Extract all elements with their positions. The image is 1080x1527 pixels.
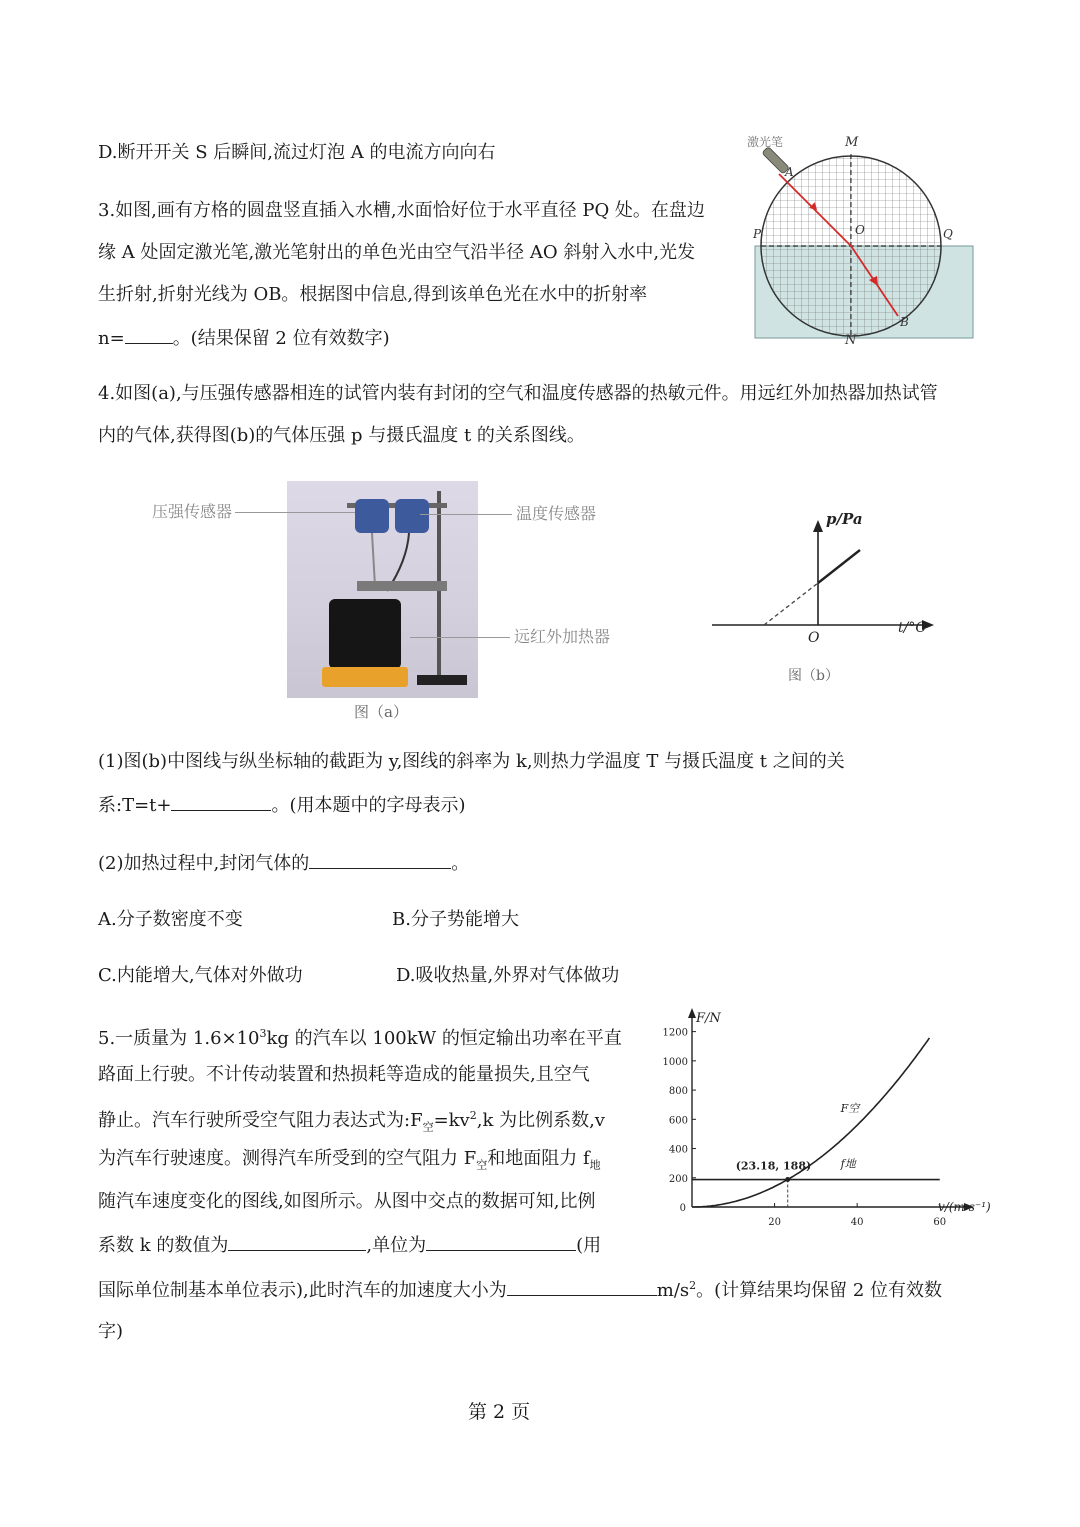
y-tick-label: 600 [668, 1115, 688, 1127]
q5-line-5: 随汽车速度变化的图线,如图所示。从图中交点的数据可知,比例 [98, 1191, 596, 1212]
q3-line-1: 3.如图,画有方格的圆盘竖直插入水槽,水面恰好位于水平直径 PQ 处。在盘边 [98, 200, 705, 221]
y-axis-arrow-icon [813, 520, 823, 532]
origin-label: O [808, 630, 820, 646]
q5-line-8: 字) [98, 1321, 124, 1342]
q5-line-6-b: ,单位为 [366, 1235, 427, 1256]
label-o: O [855, 223, 865, 237]
q3-n-label: n= [98, 328, 125, 349]
label-m: M [845, 135, 859, 150]
q4-sub1-blank[interactable] [171, 792, 271, 811]
x-tick-label: 60 [933, 1217, 947, 1228]
q5-line-3-a: 静止。汽车行驶所受空气阻力表达式为:F [98, 1110, 423, 1131]
q4-sub1-line-2 [98, 792, 466, 818]
label-a: A [785, 165, 794, 179]
q4-sub2-line [98, 850, 469, 876]
q5-line-1-b: kg 的汽车以 100kW 的恒定输出功率在平直 [266, 1028, 622, 1049]
q5-line-2: 路面上行驶。不计传动装置和热损耗等造成的能量损失,且空气 [98, 1064, 590, 1085]
x-tick-label: 40 [850, 1217, 864, 1228]
label-heater: 远红外加热器 [514, 627, 611, 646]
fig-b-caption: 图（b） [788, 668, 839, 684]
label-q: Q [943, 227, 953, 241]
q5-line-7-b: m/s [656, 1280, 690, 1301]
q5-line-4-b: 和地面阻力 f [487, 1148, 590, 1169]
q5-line-4-sub1: 空 [476, 1158, 488, 1172]
intersection-point [785, 1177, 790, 1182]
q5-line-3-exp: 2 [469, 1109, 477, 1122]
q5-accel-blank[interactable] [507, 1277, 657, 1296]
q5-line-3-b: =kv [433, 1110, 470, 1131]
q5-line-1-a: 5.一质量为 1.6×10 [98, 1028, 260, 1049]
y-tick-label: 1000 [662, 1056, 688, 1068]
q4-sub1-prefix: 系:T=t+ [98, 795, 172, 816]
q4-option-d[interactable]: D.吸收热量,外界对气体做功 [396, 965, 620, 986]
q5-line-6-a: 系数 k 的数值为 [98, 1235, 229, 1256]
q5-line-3 [98, 1104, 605, 1140]
q5-line-6-c: (用 [576, 1235, 602, 1256]
q5-line-3-sub: 空 [422, 1120, 434, 1134]
q5-line-7-c: 。(计算结果均保留 2 位有效数 [696, 1280, 943, 1301]
q4-sub2-suffix: 。 [451, 853, 470, 874]
q5-line-7 [98, 1274, 942, 1303]
label-b: B [900, 315, 909, 329]
q4-option-c[interactable]: C.内能增大,气体对外做功 [98, 965, 303, 986]
q5-line-3-c: ,k 为比例系数,v [476, 1110, 605, 1131]
q4-option-b[interactable]: B.分子势能增大 [392, 909, 519, 930]
y-axis-arrow-icon [688, 1008, 696, 1018]
pressure-leader-line [235, 512, 355, 513]
q3-line-4 [98, 325, 390, 351]
q5-k-value-blank[interactable] [228, 1232, 366, 1251]
q5-k-unit-blank[interactable] [426, 1232, 576, 1251]
x-axis-label: t/°C [898, 620, 927, 636]
q5-line-4-a: 为汽车行驶速度。测得汽车所受到的空气阻力 F [98, 1148, 477, 1169]
q5-mass-exponent: 3 [259, 1027, 267, 1040]
q5-line-7-exp: 2 [689, 1279, 697, 1292]
origin-label: 0 [679, 1203, 686, 1214]
q5-line-4 [98, 1147, 601, 1178]
q4-line-2: 内的气体,获得图(b)的气体压强 p 与摄氏温度 t 的关系图线。 [98, 425, 585, 446]
y-axis-label: F/N [696, 1011, 721, 1026]
q3-answer-blank[interactable] [125, 325, 173, 344]
y-tick-label: 400 [668, 1144, 688, 1156]
q3-disc-figure [745, 130, 975, 348]
q4-sub2-prefix: (2)加热过程中,封闭气体的 [98, 853, 310, 874]
y-tick-label: 800 [668, 1086, 688, 1098]
x-tick-label: 20 [768, 1217, 781, 1228]
label-pressure-sensor: 压强传感器 [152, 502, 233, 521]
q5-line-4-sub2: 地 [589, 1158, 601, 1172]
q3-line-3: 生折射,折射光线为 OB。根据图中信息,得到该单色光在水中的折射率 [98, 284, 648, 305]
y-tick-label: 200 [668, 1173, 688, 1185]
q4-option-a[interactable]: A.分子数密度不变 [98, 909, 243, 930]
q4-sub1-line-1: (1)图(b)中图线与纵坐标轴的截距为 y,图线的斜率为 k,则热力学温度 T 与摄氏温度 t 之间的关 [98, 751, 845, 772]
laser-label: 激光笔 [747, 135, 784, 149]
fig-a-caption: 图（a） [354, 703, 408, 721]
x-axis-label: v/(m·s⁻¹) [938, 1200, 991, 1214]
intersection-annotation: (23.18, 188) [735, 1159, 812, 1173]
temp-leader-line [420, 514, 512, 515]
q4-sub1-suffix: 。(用本题中的字母表示) [271, 795, 466, 816]
pt-solid-line [818, 550, 860, 583]
label-p: P [753, 227, 762, 241]
page-number: 第 2 页 [468, 1401, 531, 1423]
q3-line-2: 缘 A 处固定激光笔,激光笔射出的单色光由空气沿半径 AO 斜射入水中,光发 [98, 242, 696, 263]
q5-line-7-a: 国际单位制基本单位表示),此时汽车的加速度大小为 [98, 1280, 507, 1301]
q5-line-1 [98, 1022, 622, 1051]
q5-line-6 [98, 1232, 601, 1258]
q2-option-d: D.断开开关 S 后瞬间,流过灯泡 A 的电流方向向右 [98, 142, 496, 163]
y-axis-label: p/Pa [826, 510, 863, 528]
heater-leader-line [410, 637, 510, 638]
y-tick-label: 1200 [662, 1027, 688, 1039]
series-air-resistance [692, 1038, 929, 1207]
series-label-air: F空 [840, 1102, 860, 1115]
q5-force-velocity-chart [650, 1002, 991, 1232]
series-label-ground: f地 [840, 1157, 856, 1171]
label-temp-sensor: 温度传感器 [516, 504, 597, 523]
extrapolated-dashed-line [764, 583, 818, 625]
q4-line-1: 4.如图(a),与压强传感器相连的试管内装有封闭的空气和温度传感器的热敏元件。用远红外加热器加热试管 [98, 383, 938, 404]
q4-sub2-blank[interactable] [309, 850, 451, 869]
q4-pt-graph [708, 500, 948, 690]
label-n: N [845, 333, 857, 348]
q3-line-4-rest: 。(结果保留 2 位有效数字) [172, 328, 390, 349]
